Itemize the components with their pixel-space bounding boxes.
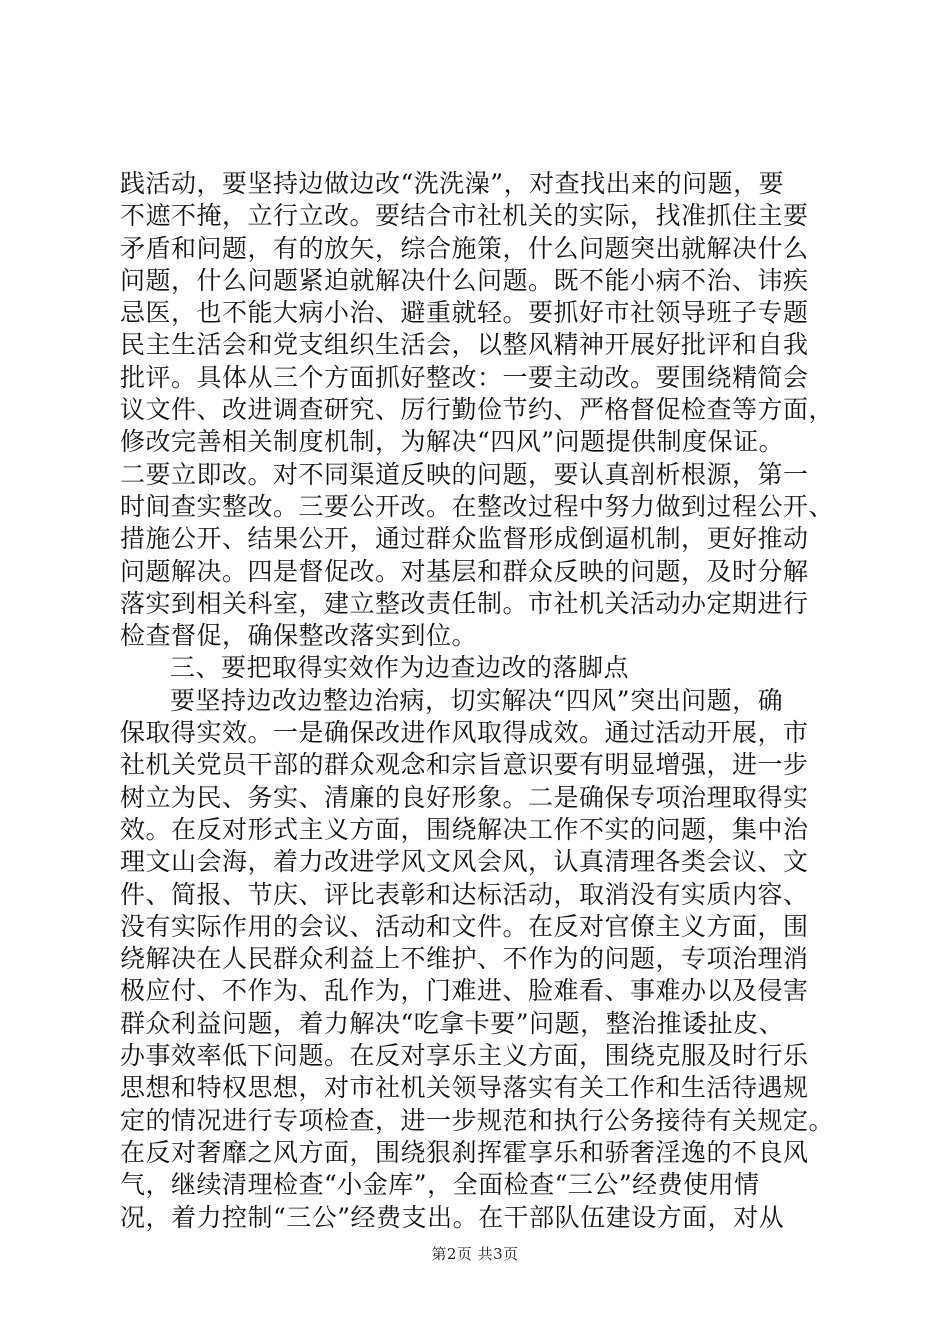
text-line: 保取得实效。一是确保改进作风取得成效。通过活动开展，市 [120,718,809,748]
paragraph-start-line: 要坚持边改边整边治病，切实解决“四风”突出问题，确 [170,685,784,715]
text-line: 理文山会海，着力改进学风文风会风，认真清理各类会议、文 [120,847,809,877]
text-line: 况，着力控制“三公”经费支出。在干部队伍建设方面，对从 [120,1202,785,1232]
text-line: 忌医，也不能大病小治、避重就轻。要抓好市社领导班子专题 [120,298,809,328]
text-line: 群众利益问题，着力解决“吃拿卡要”问题，整治推诿扯皮、 [120,1008,785,1038]
text-line: 在反对奢靡之风方面，围绕狠刹挥霍享乐和骄奢淫逸的不良风 [120,1137,809,1167]
text-line: 树立为民、务实、清廉的良好形象。二是确保专项治理取得实 [120,782,809,812]
text-line: 件、简报、节庆、评比表彰和达标活动，取消没有实质内容、 [120,879,809,909]
section-heading: 三、要把取得实效作为边查边改的落脚点 [170,653,630,683]
text-line: 议文件、改进调查研究、厉行勤俭节约、严格督促检查等方面， [120,395,835,425]
text-line: 没有实际作用的会议、活动和文件。在反对官僚主义方面，围 [120,911,809,941]
text-line: 效。在反对形式主义方面，围绕解决工作不实的问题，集中治 [120,814,809,844]
text-line: 问题解决。四是督促改。对基层和群众反映的问题，及时分解 [120,556,809,586]
text-line: 落实到相关科室，建立整改责任制。市社机关活动办定期进行 [120,588,809,618]
body-text [120,168,840,1234]
text-line: 办事效率低下问题。在反对享乐主义方面，围绕克服及时行乐 [120,1041,809,1071]
text-line: 定的情况进行专项检查，进一步规范和执行公务接待有关规定。 [120,1105,835,1135]
text-line: 极应付、不作为、乱作为，门难进、脸难看、事难办以及侵害 [120,976,809,1006]
text-line: 问题，什么问题紧迫就解决什么问题。既不能小病不治、讳疾 [120,265,809,295]
text-line: 绕解决在人民群众利益上不维护、不作为的问题，专项治理消 [120,944,809,974]
text-line: 矛盾和问题，有的放矢，综合施策，什么问题突出就解决什么 [120,233,809,263]
text-line: 二要立即改。对不同渠道反映的问题，要认真剖析根源，第一 [120,459,809,489]
text-line: 修改完善相关制度机制，为解决“四风”问题提供制度保证。 [120,427,785,457]
text-line: 不遮不掩，立行立改。要结合市社机关的实际，找准抓住主要 [120,201,809,231]
text-line: 时间查实整改。三要公开改。在整改过程中努力做到过程公开、 [120,491,835,521]
text-line: 批评。具体从三个方面抓好整改：一要主动改。要围绕精简会 [120,362,809,392]
text-line: 民主生活会和党支组织生活会，以整风精神开展好批评和自我 [120,330,809,360]
page-footer: 第2页 共3页 [431,1245,519,1263]
text-line: 措施公开、结果公开，通过群众监督形成倒逼机制，更好推动 [120,524,809,554]
text-line: 践活动，要坚持边做边改“洗洗澡”，对查找出来的问题，要 [120,169,785,198]
text-line: 检查督促，确保整改落实到位。 [120,621,478,651]
text-line: 思想和特权思想，对市社机关领导落实有关工作和生活待遇规 [120,1073,809,1103]
text-line: 气，继续清理检查“小金库”，全面检查“三公”经费使用情 [120,1170,760,1200]
text-line: 社机关党员干部的群众观念和宗旨意识要有明显增强，进一步 [120,750,809,780]
